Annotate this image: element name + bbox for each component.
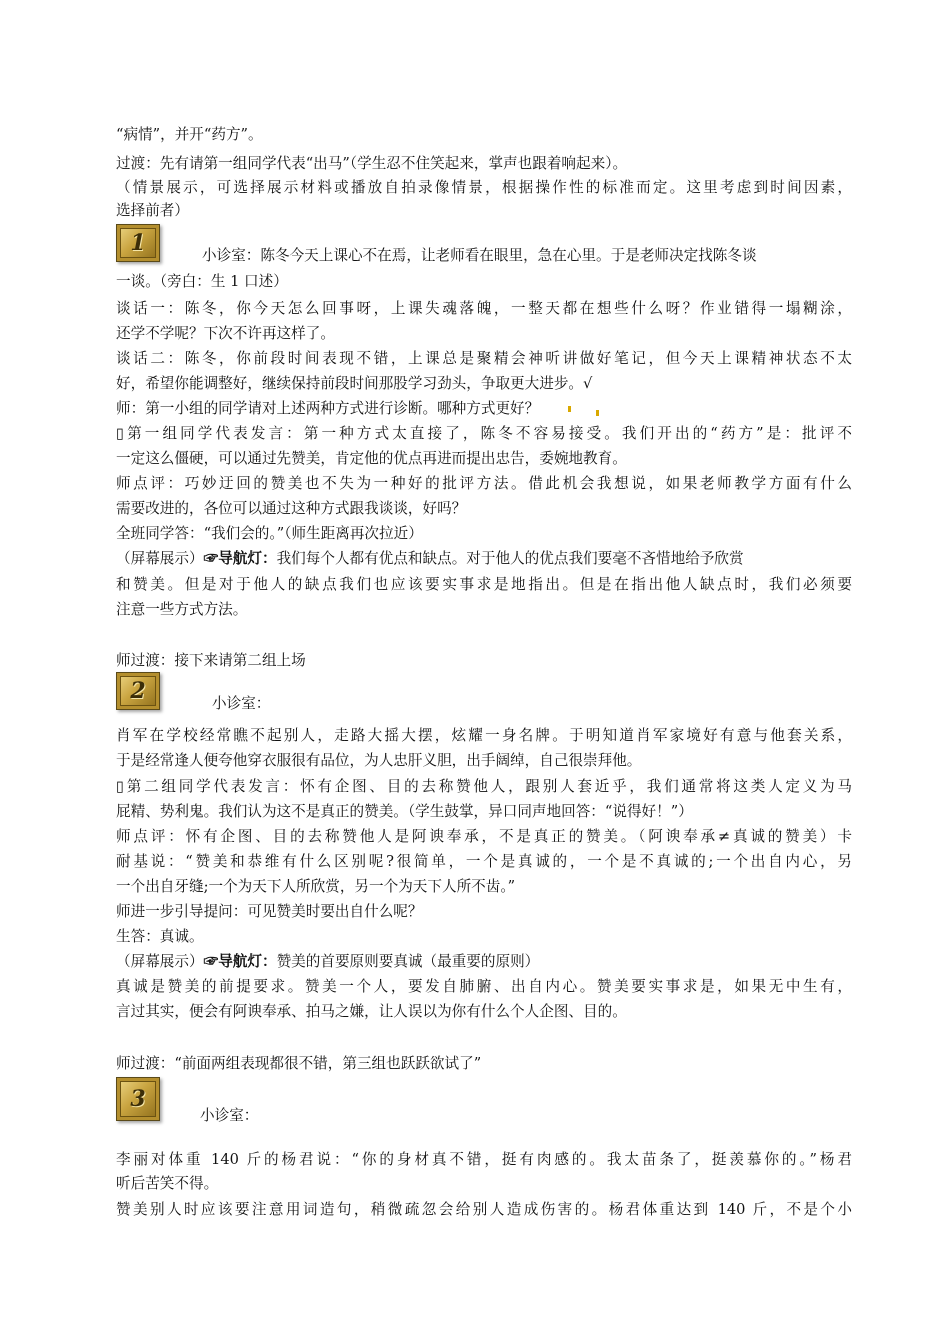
- highlight-mark: [596, 410, 599, 416]
- text-line: 师过渡：接下来请第二组上场: [116, 652, 306, 669]
- text-line: 谈话二：陈冬，你前段时间表现不错，上课总是聚精会神听讲做好笔记，但今天上课精神状态不太: [116, 350, 852, 367]
- clinic-heading: 小诊室：: [200, 1107, 259, 1124]
- text-line: 一定这么僵硬，可以通过先赞美，肯定他的优点再进而提出忠告，委婉地教育。: [116, 450, 627, 467]
- text-line: （情景展示，可选择展示材料或播放自拍录像情景，根据操作性的标准而定。这里考虑到时间因素，: [116, 179, 852, 196]
- text-line: 言过其实，便会有阿谀奉承、拍马之嫌，让人误以为你有什么个人企图、目的。: [116, 1003, 627, 1020]
- text-line: 师点评：怀有企图、目的去称赞他人是阿谀奉承，不是真正的赞美。（阿谀奉承≠真诚的赞美）卡: [116, 828, 852, 845]
- badge-number-1: 1: [116, 224, 160, 262]
- badge-number-3: 3: [116, 1077, 160, 1121]
- text-line: 好，希望你能调整好，继续保持前段时间那股学习劲头，争取更大进步。√: [116, 375, 593, 392]
- text-line: ▯第一组同学代表发言：第一种方式太直接了，陈冬不容易接受。我们开出的“药方”是：批评不: [116, 425, 852, 442]
- pointer-icon: ☞: [203, 953, 219, 970]
- text-line: 谈话一：陈冬，你今天怎么回事呀，上课失魂落魄，一整天都在想些什么呀？作业错得一塌糊涂，: [116, 300, 852, 317]
- text-line: 师点评：巧妙迂回的赞美也不失为一种好的批评方法。借此机会我想说，如果老师教学方面有什么: [116, 475, 852, 492]
- clinic-heading: 小诊室：: [212, 695, 271, 712]
- text-line: “病情”，并开“药方”。: [116, 126, 263, 143]
- text-line: 师进一步引导提问：可见赞美时要出自什么呢？: [116, 903, 423, 920]
- text-line: 李丽对体重 140 斤的杨君说：“你的身材真不错，挺有肉感的。我太苗条了，挺羡慕你的。”杨君: [116, 1151, 852, 1168]
- text-line: ▯第二组同学代表发言：怀有企图、目的去称赞他人，跟别人套近乎，我们通常将这类人定义为马: [116, 778, 852, 795]
- text-line: 耐基说：“赞美和恭维有什么区别呢?很简单，一个是真诚的，一个是不真诚的;一个出自内心，另: [116, 853, 852, 870]
- text-line: （屏幕展示）☞导航灯：我们每个人都有优点和缺点。对于他人的优点我们要毫不吝惜地给予欣赏: [116, 550, 744, 567]
- text-line: 赞美别人时应该要注意用词造句，稍微疏忽会给别人造成伤害的。杨君体重达到 140 斤，不是个小: [116, 1201, 852, 1218]
- text-line: 师过渡：“前面两组表现都很不错，第三组也跃跃欲试了”: [116, 1055, 482, 1072]
- text-line: 屁精、势利鬼。我们认为这不是真正的赞美。（学生鼓掌，异口同声地回答：“说得好！”）: [116, 803, 693, 820]
- text-line: 听后苦笑不得。: [116, 1175, 219, 1192]
- badge-number-2: 2: [116, 672, 160, 710]
- box-glyph: ▯: [116, 425, 125, 442]
- text-line: 和赞美。但是对于他人的缺点我们也应该要实事求是地指出。但是在指出他人缺点时，我们必须要: [116, 576, 852, 593]
- text-line: 还学不学呢？下次不许再这样了。: [116, 325, 335, 342]
- text-line: 肖军在学校经常瞧不起别人，走路大摇大摆，炫耀一身名牌。于明知道肖军家境好有意与他套关系，: [116, 727, 852, 744]
- highlight-mark: [568, 406, 571, 412]
- text-line: 注意一些方式方法。: [116, 601, 248, 618]
- clinic-heading: 小诊室：陈冬今天上课心不在焉，让老师看在眼里，急在心里。于是老师决定找陈冬谈: [202, 247, 757, 264]
- text-line: 一个出自牙缝;一个为天下人所欣赏，另一个为天下人所不齿。”: [116, 878, 516, 895]
- text-line: 选择前者）: [116, 202, 189, 219]
- text-line: 真诚是赞美的前提要求。赞美一个人，要发自肺腑、出自内心。赞美要实事求是，如果无中生有，: [116, 978, 852, 995]
- text-line: 全班同学答：“我们会的。”（师生距离再次拉近）: [116, 525, 423, 542]
- text-line: 生答：真诚。: [116, 928, 204, 945]
- text-line: 过渡：先有请第一组同学代表“出马”（学生忍不住笑起来，掌声也跟着响起来）。: [116, 155, 628, 172]
- text-line: （屏幕展示）☞导航灯：赞美的首要原则要真诚（最重要的原则）: [116, 953, 540, 970]
- text-line: 需要改进的，各位可以通过这种方式跟我谈谈，好吗？: [116, 500, 467, 517]
- text-line: 一谈。（旁白：生 1 口述）: [116, 273, 288, 290]
- pointer-icon: ☞: [203, 550, 219, 567]
- text-line: 师：第一小组的同学请对上述两种方式进行诊断。哪种方式更好？: [116, 400, 540, 417]
- box-glyph: ▯: [116, 778, 125, 795]
- text-line: 于是经常逢人便夸他穿衣服很有品位，为人忠肝义胆，出手阔绰，自己很崇拜他。: [116, 752, 642, 769]
